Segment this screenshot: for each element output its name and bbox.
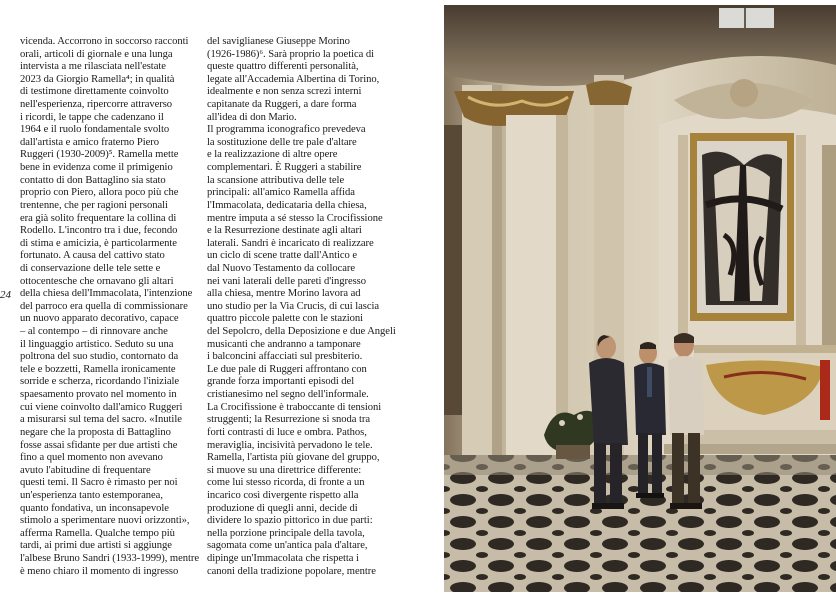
- text-line: – al contempo – di rinnovare anche: [20, 326, 168, 338]
- text-line: i balconcini affacciati sul presbiterio.: [207, 351, 363, 363]
- text-line: 1964 e il ruolo fondamentale svolto: [20, 124, 170, 136]
- text-line: è meno chiaro il momento di ingresso: [20, 565, 179, 577]
- text-line: un'esperienza tanto estemporanea,: [20, 489, 163, 501]
- text-line: Ruggeri (1930-2009)⁵. Ramella mette: [20, 149, 179, 161]
- text-line: l'albese Bruno Sandri (1933-1999), mentre: [20, 552, 200, 564]
- text-column-left: [20, 36, 198, 578]
- text-line: il linguaggio artistico. Seduto su una: [20, 338, 174, 350]
- text-line: tardi, ai primi due artisti si aggiunge: [20, 540, 172, 552]
- text-line: e la Resurrezione destinate agli altari: [207, 225, 362, 237]
- text-line: cristianesimo nel segno dell'informale.: [207, 389, 369, 401]
- text-line: i ricordi, le tappe che cadenzano il: [20, 111, 164, 123]
- text-line: cui viene coinvolto dall'amico Ruggeri: [20, 401, 183, 413]
- text-line: questi temi. Il Sacro è rimasto per noi: [20, 477, 178, 489]
- text-line: orali, articoli di giornale e una lunga: [20, 48, 173, 60]
- text-line: l'Immacolata, dedicataria della chiesa,: [207, 199, 367, 211]
- text-line: del parroco era quella di commissionare: [20, 300, 188, 312]
- text-line: sagomata come un'antica pala d'altare,: [207, 540, 368, 552]
- text-line: complementari. È Ruggeri a stabilire: [207, 162, 362, 174]
- text-line: vicenda. Accorrono in soccorso racconti: [20, 36, 189, 47]
- text-line: dal Nuovo Testamento da collocare: [207, 262, 356, 274]
- text-line: produzione di quegli anni, decide di: [207, 502, 358, 514]
- text-line: incarico così divergente rispetto alla: [207, 489, 359, 501]
- text-line: fortunato. A causa del cattivo stato: [20, 250, 165, 262]
- text-line: negare che la proposta di Battaglino: [20, 426, 171, 438]
- text-line: fosse assai sfidante per due artisti che: [20, 439, 178, 451]
- text-line: Il programma iconografico prevedeva: [207, 124, 366, 136]
- text-line: di conservazione delle tele sette e: [20, 262, 161, 274]
- text-line: struggenti; la Resurrezione si snoda tra: [207, 414, 371, 426]
- text-line: 2023 da Giorgio Ramella⁴; in qualità: [20, 73, 175, 85]
- text-line: bene in evidenza come il primigenio: [20, 162, 173, 174]
- text-line: uno studio per la Via Crucis, di cui lascia: [207, 300, 380, 312]
- text-line: sorride e scherza, ricordando l'iniziale: [20, 376, 180, 388]
- page-number: 24: [0, 289, 11, 301]
- text-line: stimolo a sperimentare nuovi orizzonti»,: [20, 515, 190, 527]
- text-line: alla chiesa, mentre Morino lavora ad: [207, 288, 361, 300]
- text-line: un ciclo di scene tratte dall'Antico e: [207, 250, 358, 262]
- text-line: principali: all'amico Ramella affida: [207, 187, 355, 199]
- text-line: fino a quel momento non avevano: [20, 452, 163, 464]
- text-line: tele e bozzetti, Ramella ironicamente: [20, 363, 176, 375]
- text-line: del Sepolcro, della Deposizione e due Angeli: [207, 326, 396, 338]
- text-line: legate all'Accademia Albertina di Torino,: [207, 73, 380, 85]
- text-line: Ramella, l'artista più giovane del gruppo,: [207, 452, 380, 464]
- text-line: dipinge un'Immacolata che rispetta i: [207, 552, 359, 564]
- church-interior-photo: [444, 5, 836, 592]
- text-line: avuto l'abitudine di frequentare: [20, 464, 151, 476]
- text-line: quattro piccole palette con le stazioni: [207, 313, 364, 325]
- text-line: all'idea di don Mario.: [207, 111, 297, 123]
- text-line: la scansione attributiva delle tele: [207, 174, 345, 186]
- text-line: meraviglia, incisività pervadono le tele.: [207, 439, 373, 451]
- text-line: forti contrasti di luce e ombra. Pathos,: [207, 426, 367, 438]
- text-line: laterali. Sandri è incaricato di realizzare: [207, 237, 374, 249]
- text-line: proprio con Piero, allora poco più che: [20, 187, 179, 199]
- text-line: di testimone direttamente coinvolto: [20, 86, 169, 98]
- text-line: quanto fondativa, un inconsapevole: [20, 502, 169, 514]
- text-line: trentenne, che per ragioni personali: [20, 199, 168, 211]
- text-column-right: [207, 36, 396, 578]
- text-line: La Crocifissione è traboccante di tensioni: [207, 401, 382, 413]
- text-line: della chiesa dell'Immacolata, l'intenzione: [20, 288, 193, 300]
- text-line: (1926-1986)⁶. Sarà proprio la poetica di: [207, 48, 375, 60]
- text-line: nella porzione principale della tavola,: [207, 527, 365, 539]
- text-line: afferma Ramella. Qualche tempo più: [20, 527, 175, 539]
- text-line: queste quattro differenti personalità,: [207, 61, 359, 73]
- text-line: la sostituzione delle tre pale d'altare: [207, 136, 357, 148]
- text-line: nei vani laterali delle pareti d'ingresso: [207, 275, 366, 287]
- text-line: di stima e amicizia, è particolarmente: [20, 237, 177, 249]
- text-line: idealmente e non senza screzi interni: [207, 86, 362, 98]
- text-line: del saviglianese Giuseppe Morino: [207, 36, 350, 47]
- text-line: intervista a me rilasciata nell'estate: [20, 61, 166, 73]
- text-line: si muove su una direttrice differente:: [207, 464, 362, 476]
- text-line: contatto di don Battaglino sia stato: [20, 174, 166, 186]
- text-line: musicanti che andranno a tamponare: [207, 338, 361, 350]
- text-line: capitanate da Ruggeri, a dare forma: [207, 99, 357, 111]
- text-line: canoni della tradizione popolare, mentre: [207, 565, 376, 577]
- text-line: Rodello. L'incontro tra i due, fecondo: [20, 225, 178, 237]
- text-line: era già solito frequentare la collina di: [20, 212, 177, 224]
- text-line: a misurarsi sul tema del sacro. «Inutile: [20, 414, 182, 426]
- text-line: ottocentesche che ornavano gli altari: [20, 275, 174, 287]
- text-line: mentre imputa a sé stesso la Crocifissione: [207, 212, 383, 224]
- text-line: spaesamento provato nel momento in: [20, 389, 177, 401]
- text-line: nell'esperienza, ripercorre attraverso: [20, 99, 173, 111]
- text-line: Le due pale di Ruggeri affrontano con: [207, 363, 367, 375]
- text-line: come lui stesso ricorda, di fronte a un: [207, 477, 365, 489]
- text-line: e la realizzazione di altre opere: [207, 149, 338, 161]
- text-line: poltrona del suo studio, contornato da: [20, 351, 179, 363]
- text-line: dall'artista e amico fraterno Piero: [20, 136, 159, 148]
- text-line: dividere lo spazio pittorico in due parti:: [207, 515, 373, 527]
- text-line: un nuovo apparato decorativo, capace: [20, 313, 179, 325]
- text-line: grande forza importanti episodi del: [207, 376, 355, 388]
